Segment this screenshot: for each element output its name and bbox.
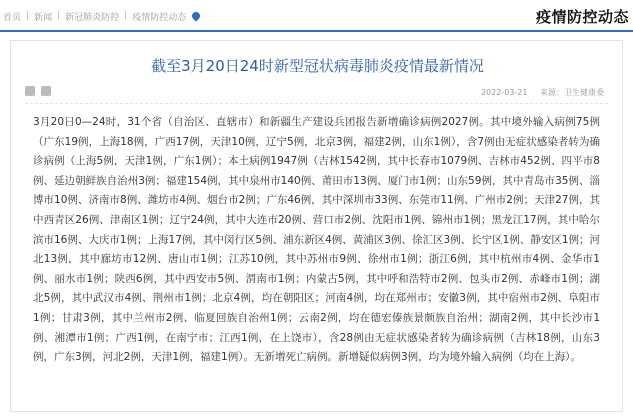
article-paragraph: 3月20日0—24时，31个省（自治区、直辖市）和新疆生产建设兵团报告新增确诊病例2027例。其中境外输入病例75例（广东19例，上海18例，广西17例，天津10例，辽宁5例，北京3例，福建2例，山东1例），含7例由无症状感染者转为确诊病例（上海5例，天津1例，广东1例）；本土病例1947例（吉林1542例，其中长春市1079例、吉林市452例、四平市8例、延边朝鲜族自治州3例；福建154例，其中泉州市140例、莆田市13例、厦门市1例；山东59例，其中青岛市35例、淄博市10例、济南市8例、潍坊市4例、烟台市2例；广东46例，其中深圳市33例、东莞市11例、广州市2例；天津27例，其中西青区26例、津南区1例；辽宁24例，其中大连市20例、营口市2例、沈阳市1例、锦州市1例；黑龙江17例，其中哈尔滨市16例、大庆市1例；上海17例，其中闵行区5例、浦东新区4例、黄浦区3例、徐汇区3例、长宁区1例、静安区1例；河北13例，其中廊坊市12例、唐山市1例；江苏10例，其中苏州市9例、徐州市1例；浙江6例，其中杭州市4例、金华市1例、丽水市1例；陕西6例，其中西安市5例、渭南市1例；内蒙古5例，其中呼和浩特市2例、包头市2例、赤峰市1例；湖北5例，其中武汉市4例、荆州市1例；北京4例，均在朝阳区；河南4例，均在郑州市；安徽3例，其中宿州市2例、阜阳市1例；甘肃3例，其中兰州市2例、临夏回族自治州1例；云南2例，均在德宏傣族景颇族自治州；湖南2例，其中长沙市1例、湘潭市1例；广西1例，在南宁市；江西1例，在上饶市），含28例由无症状感染者转为确诊病例（吉林18例，山东3例，广东3例，河北2例，天津1例，福建1例）。无新增死亡病例。新增疑似病例3例，均为境外输入病例（均在上海）。 <box>33 116 600 364</box>
location-pin-icon <box>191 10 202 21</box>
breadcrumb-separator: | <box>57 11 61 21</box>
breadcrumb <box>0 9 203 23</box>
breadcrumb-item[interactable]: 新冠肺炎防控 <box>65 12 120 23</box>
article-title: 截至3月20日24时新型冠状病毒肺炎疫情最新情况 <box>151 57 484 75</box>
article-meta <box>25 85 608 101</box>
top-bar <box>0 0 633 32</box>
divider <box>25 103 608 104</box>
article-tools <box>25 86 51 96</box>
article-source: 来源：卫生健康委 <box>540 88 604 97</box>
article-panel <box>10 40 623 412</box>
article-info <box>471 87 604 98</box>
print-icon[interactable] <box>25 86 35 96</box>
article-date: 2022-03-21 <box>480 88 528 97</box>
breadcrumb-item[interactable]: 首页 <box>3 12 22 23</box>
breadcrumb-separator: | <box>26 11 30 21</box>
article-body <box>33 113 600 368</box>
breadcrumb-item[interactable]: 新闻 <box>34 12 53 23</box>
breadcrumb-item[interactable]: 疫情防控动态 <box>132 12 187 23</box>
font-size-icon[interactable] <box>41 86 51 96</box>
breadcrumb-separator: | <box>124 11 128 21</box>
section-title: 疫情防控动态 <box>535 8 629 26</box>
